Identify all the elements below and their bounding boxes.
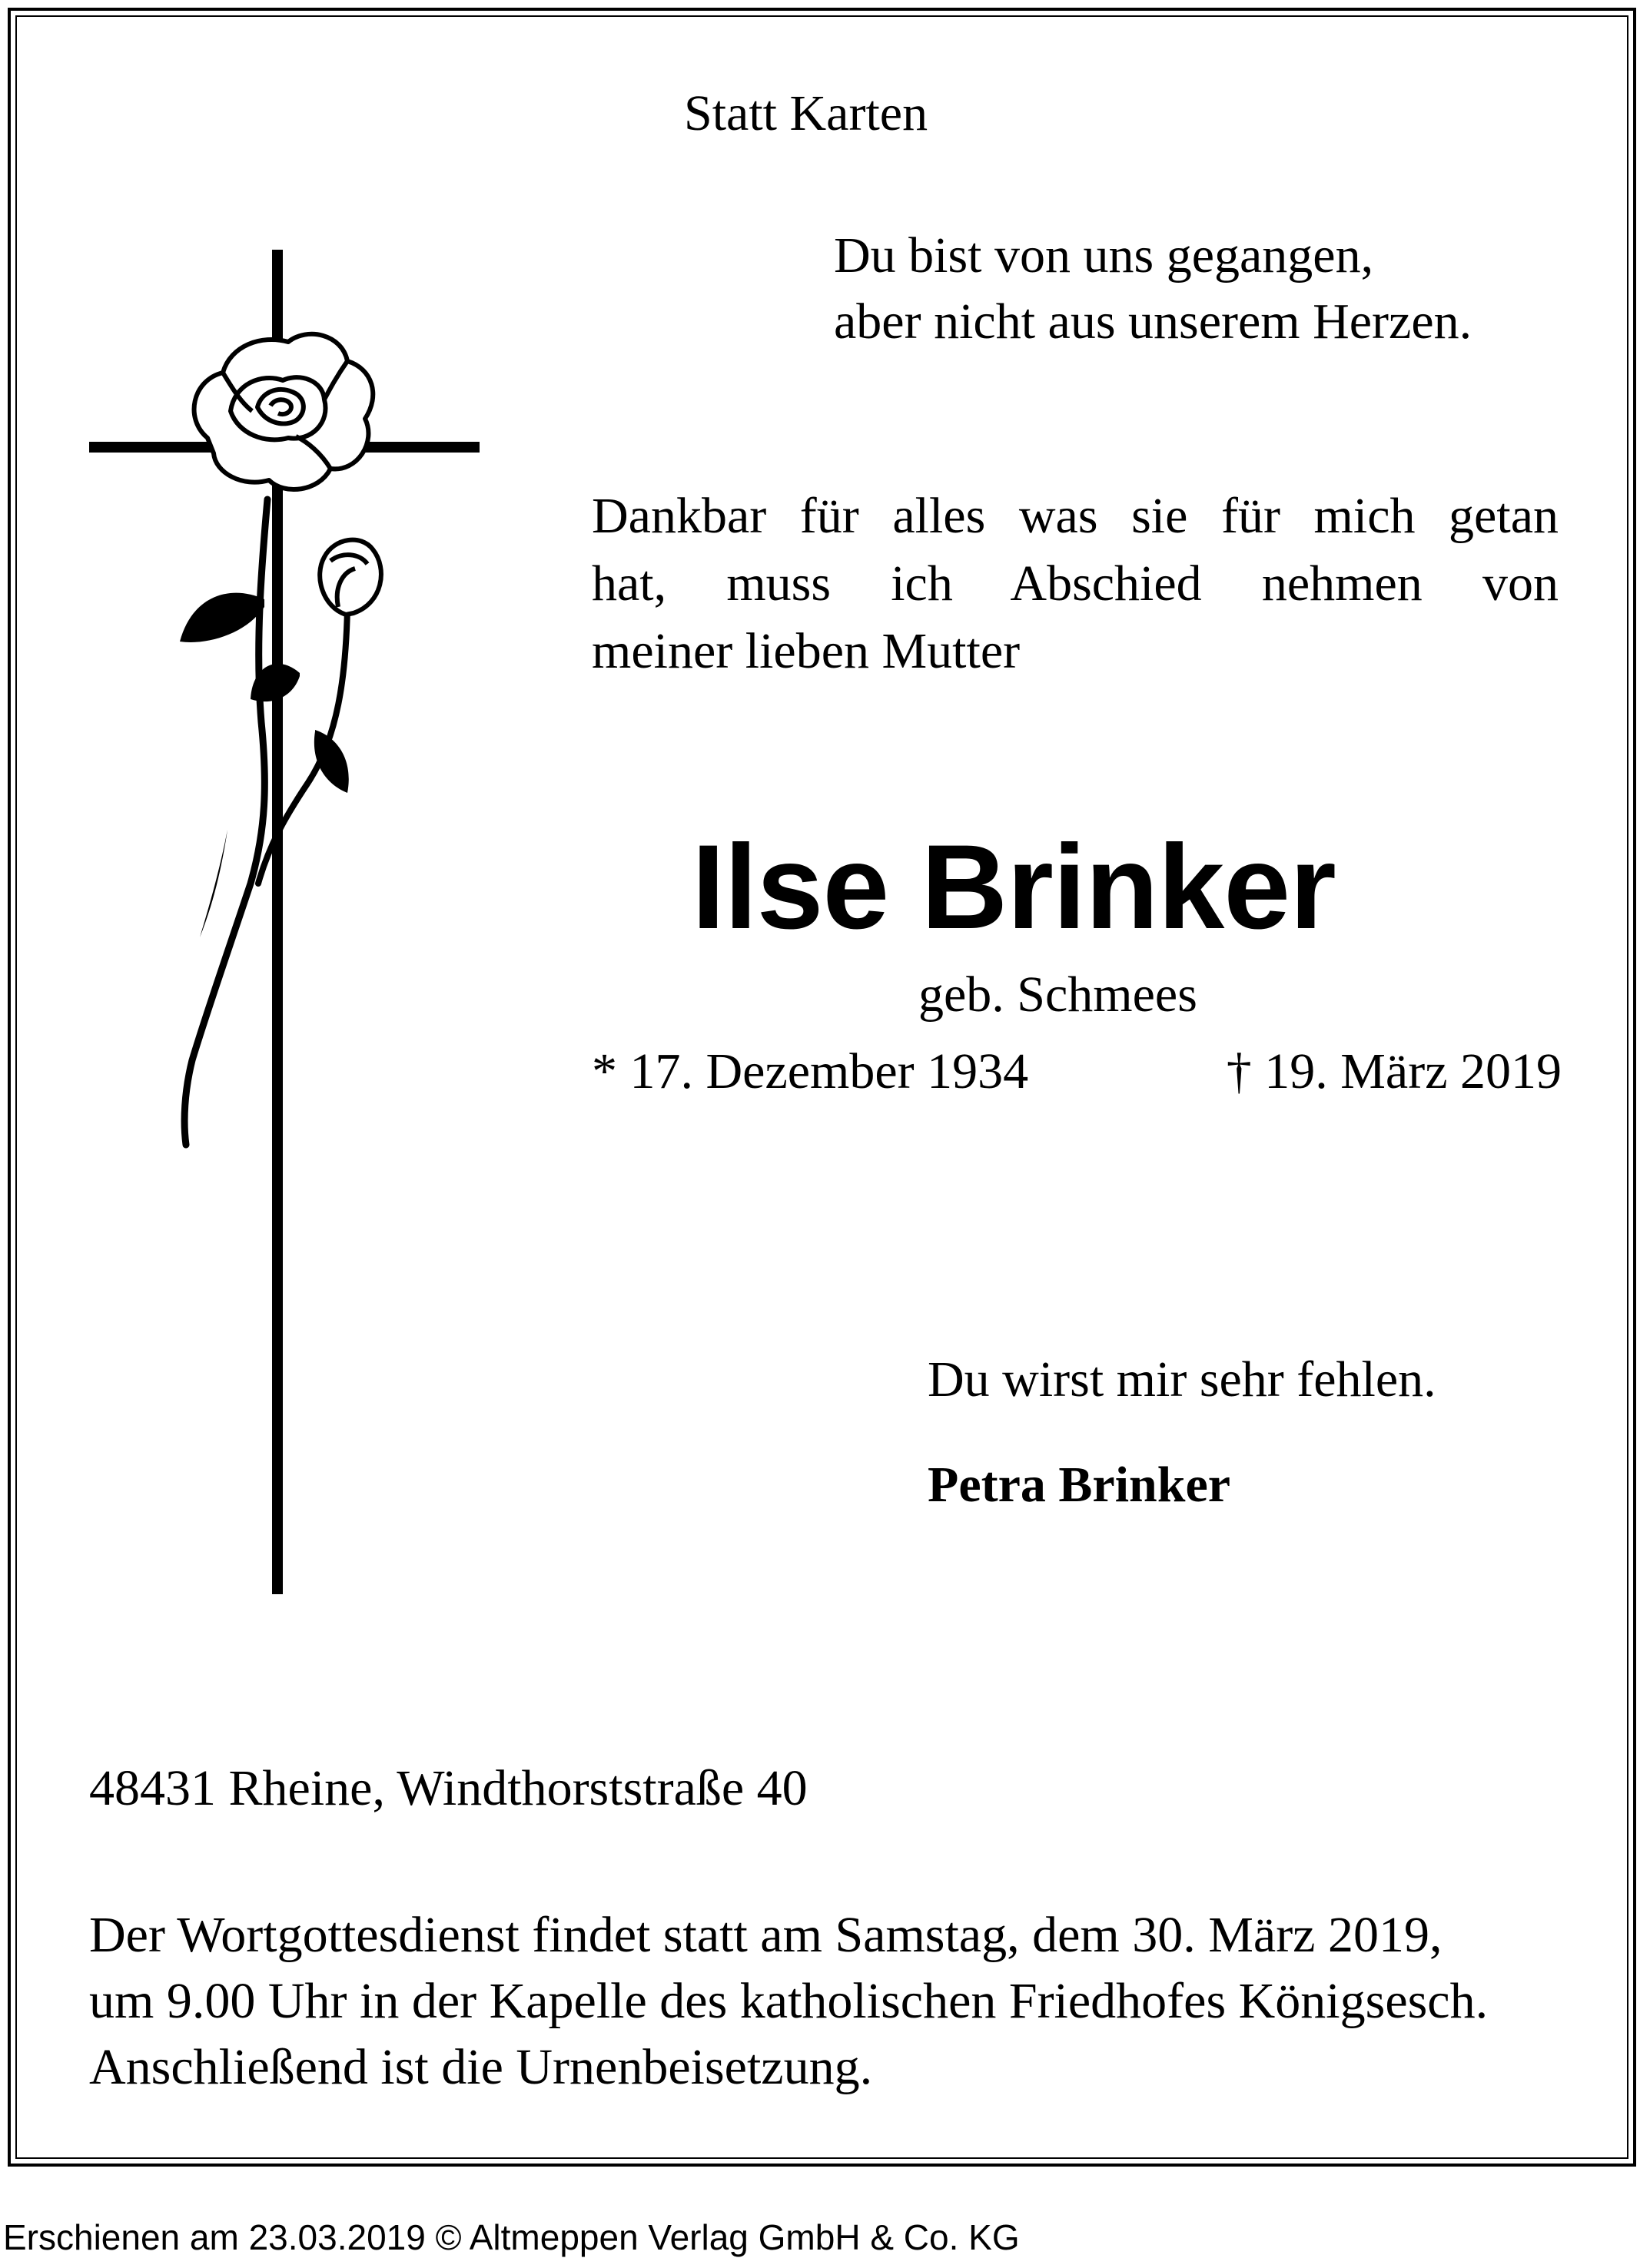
rose-thorn-strip <box>200 830 227 937</box>
intro-paragraph <box>592 482 1559 685</box>
intro-line: hat, muss ich Abschied nehmen von <box>592 555 1559 612</box>
maiden-name: geb. Schmees <box>918 967 1197 1023</box>
closing-line: Du wirst mir sehr fehlen. <box>928 1351 1436 1408</box>
rose-bud <box>320 540 381 615</box>
intro-line: meiner lieben Mutter <box>592 623 1021 679</box>
service-line: um 9.00 Uhr in der Kapelle des katholischen Friedhofes Königsesch. <box>89 1973 1489 2029</box>
publication-footer: Erschienen am 23.03.2019 © Altmeppen Verlag GmbH & Co. KG <box>3 2217 1020 2257</box>
rose-leaf-left <box>180 593 264 642</box>
service-line: Anschließend ist die Urnenbeisetzung. <box>89 2039 873 2095</box>
service-line: Der Wortgottesdienst findet statt am Samstag, dem 30. März 2019, <box>89 1907 1443 1963</box>
verse-line: Du bist von uns gegangen, <box>834 227 1374 284</box>
signer-name: Petra Brinker <box>928 1457 1231 1513</box>
verse-line: aber nicht aus unserem Herzen. <box>834 293 1472 350</box>
deceased-name: Ilse Brinker <box>692 821 1336 954</box>
death-date: † 19. März 2019 <box>1226 1043 1562 1099</box>
notice-heading: Statt Karten <box>684 85 928 141</box>
rose-bloom <box>194 334 373 489</box>
memorial-verse <box>834 223 1472 355</box>
mourning-address: 48431 Rheine, Windthorststraße 40 <box>89 1760 808 1816</box>
cross-with-rose-icon <box>77 246 507 1598</box>
service-details <box>89 1902 1565 2101</box>
intro-line: Dankbar für alles was sie für mich getan <box>592 488 1559 544</box>
life-dates <box>592 1041 1562 1102</box>
birth-date: * 17. Dezember 1934 <box>592 1043 1029 1099</box>
rose-leaf-right <box>314 730 349 793</box>
